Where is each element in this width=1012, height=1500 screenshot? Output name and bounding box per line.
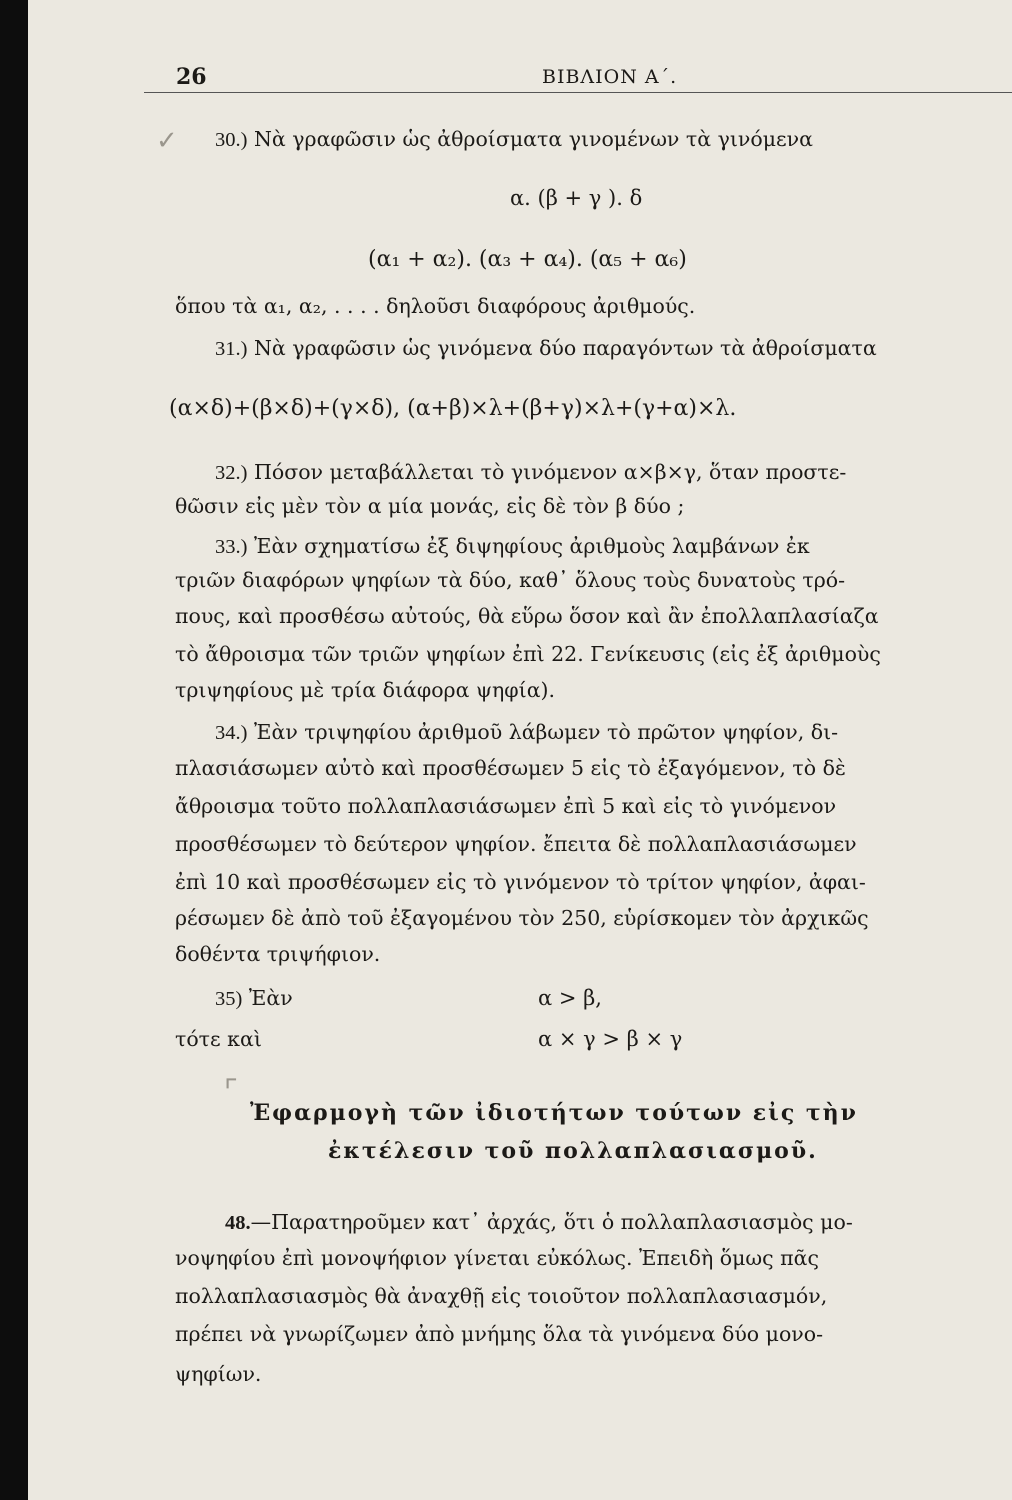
exercise-31-line: [215, 334, 877, 363]
exercise-35-if-word: Ἐὰν: [248, 986, 293, 1010]
exercise-33-text-1: Ἐὰν σχηματίσω ἐξ διψηφίους ἀριθμοὺς λαμβάνων ἐκ: [253, 534, 810, 558]
exercise-33-line-1: [215, 532, 810, 561]
page-header: [144, 62, 1012, 93]
exercise-31-formula: (α×δ)+(β×δ)+(γ×δ), (α+β)×λ+(β+γ)×λ+(γ+α)×λ.: [169, 396, 737, 421]
exercise-34-line-2: πλασιάσωμεν αὐτὸ καὶ προσθέσωμεν 5 εἰς τὸ ἐξαγόμενον, τὸ δὲ: [175, 756, 846, 780]
paragraph-48-line-4: πρέπει νὰ γνωρίζωμεν ἀπὸ μνήμης ὅλα τὰ γινόμενα δύο μονο-: [175, 1322, 824, 1346]
exercise-34-line-4: προσθέσωμεν τὸ δεύτερον ψηφίον. ἔπειτα δὲ πολλαπλασιάσωμεν: [175, 832, 857, 856]
exercise-34-line-5: ἐπὶ 10 καὶ προσθέσωμεν εἰς τὸ γινόμενον τὸ τρίτον ψηφίον, ἀφαι-: [175, 870, 866, 894]
exercise-35-then-expression: α × γ > β × γ: [538, 1027, 683, 1051]
exercise-34-line-7: δοθέντα τριψήφιον.: [175, 942, 381, 966]
exercise-30-line: [215, 125, 813, 154]
exercise-31-text: Νὰ γραφῶσιν ὡς γινόμενα δύο παραγόντων τὰ ἀθροίσματα: [253, 336, 877, 360]
exercise-34-line-3: ἄθροισμα τοῦτο πολλαπλασιάσωμεν ἐπὶ 5 καὶ εἰς τὸ γινόμενον: [175, 794, 837, 818]
exercise-35-then-word: τότε καὶ: [175, 1027, 262, 1051]
book-title: ΒΙΒΛΙΟΝ Α΄.: [542, 66, 678, 88]
exercise-32-line-2: θῶσιν εἰς μὲν τὸν α μία μονάς, εἰς δὲ τὸν β δύο ;: [175, 494, 685, 518]
exercise-32-text-1: Πόσον μεταβάλλεται τὸ γινόμενον α×β×γ, ὅταν προστε-: [253, 460, 847, 484]
paragraph-48-line-2: νοψηφίου ἐπὶ μονοψήφιον γίνεται εὐκόλως. Ἐπειδὴ ὅμως πᾶς: [175, 1246, 819, 1270]
exercise-34-line-6: ρέσωμεν δὲ ἀπὸ τοῦ ἐξαγομένου τὸν 250, εὑρίσκομεν τὸν ἀρχικῶς: [175, 906, 869, 930]
exercise-33-line-3: πους, καὶ προσθέσω αὐτούς, θὰ εὕρω ὅσον καὶ ἂν ἐπολλαπλασίαζα: [175, 604, 879, 628]
exercise-34-number: 34.): [215, 722, 248, 744]
exercise-32-line-1: [215, 458, 846, 487]
paragraph-48-line-3: πολλαπλασιασμὸς θὰ ἀναχθῇ εἰς τοιοῦτον πολλαπλασιασμόν,: [175, 1284, 828, 1308]
exercise-33-line-5: τριψηφίους μὲ τρία διάφορα ψηφία).: [175, 678, 556, 702]
paragraph-48-text-1: —Παρατηροῦμεν κατ᾿ ἀρχάς, ὅτι ὁ πολλαπλασιασμὸς μο-: [250, 1210, 853, 1234]
exercise-33-number: 33.): [215, 536, 248, 558]
paragraph-48-number: 48.: [225, 1212, 251, 1234]
section-heading-line-1: Ἐφαρμογὴ τῶν ἰδιοτήτων τούτων εἰς τὴν: [250, 1100, 858, 1126]
exercise-30-number: 30.): [215, 129, 248, 151]
exercise-35-number: 35): [215, 988, 243, 1010]
exercise-35-line-1: [215, 984, 293, 1013]
paragraph-48-line-1: [225, 1208, 853, 1237]
exercise-34-line-1: [215, 718, 838, 747]
exercise-30-formula-1: α. (β + γ ). δ: [510, 186, 643, 210]
exercise-33-line-2: τριῶν διαφόρων ψηφίων τὰ δύο, καθ᾿ ὅλους τοὺς δυνατοὺς τρό-: [175, 568, 846, 592]
book-page: [28, 0, 1012, 1500]
paragraph-48-line-5: ψηφίων.: [175, 1362, 262, 1386]
page-number: 26: [176, 64, 207, 90]
exercise-31-number: 31.): [215, 338, 248, 360]
pencil-bracket-mark-icon: ⌜: [224, 1074, 239, 1109]
exercise-30-formula-2: (α₁ + α₂). (α₃ + α₄). (α₅ + α₆): [368, 247, 687, 272]
section-heading-line-2: ἐκτέλεσιν τοῦ πολλαπλασιασμοῦ.: [328, 1138, 818, 1164]
pencil-check-mark-icon: ✓: [156, 126, 178, 156]
exercise-34-text-1: Ἐὰν τριψηφίου ἀριθμοῦ λάβωμεν τὸ πρῶτον ψηφίον, δι-: [253, 720, 839, 744]
exercise-30-text: Νὰ γραφῶσιν ὡς ἀθροίσματα γινομένων τὰ γινόμενα: [253, 127, 813, 151]
exercise-32-number: 32.): [215, 462, 248, 484]
exercise-35-if-expression: α > β,: [538, 986, 602, 1010]
exercise-33-line-4: τὸ ἄθροισμα τῶν τριῶν ψηφίων ἐπὶ 22. Γενίκευσις (εἰς ἐξ ἀριθμοὺς: [175, 642, 881, 666]
exercise-30-note: ὅπου τὰ α₁, α₂, . . . . δηλοῦσι διαφόρους ἀριθμούς.: [175, 294, 696, 318]
